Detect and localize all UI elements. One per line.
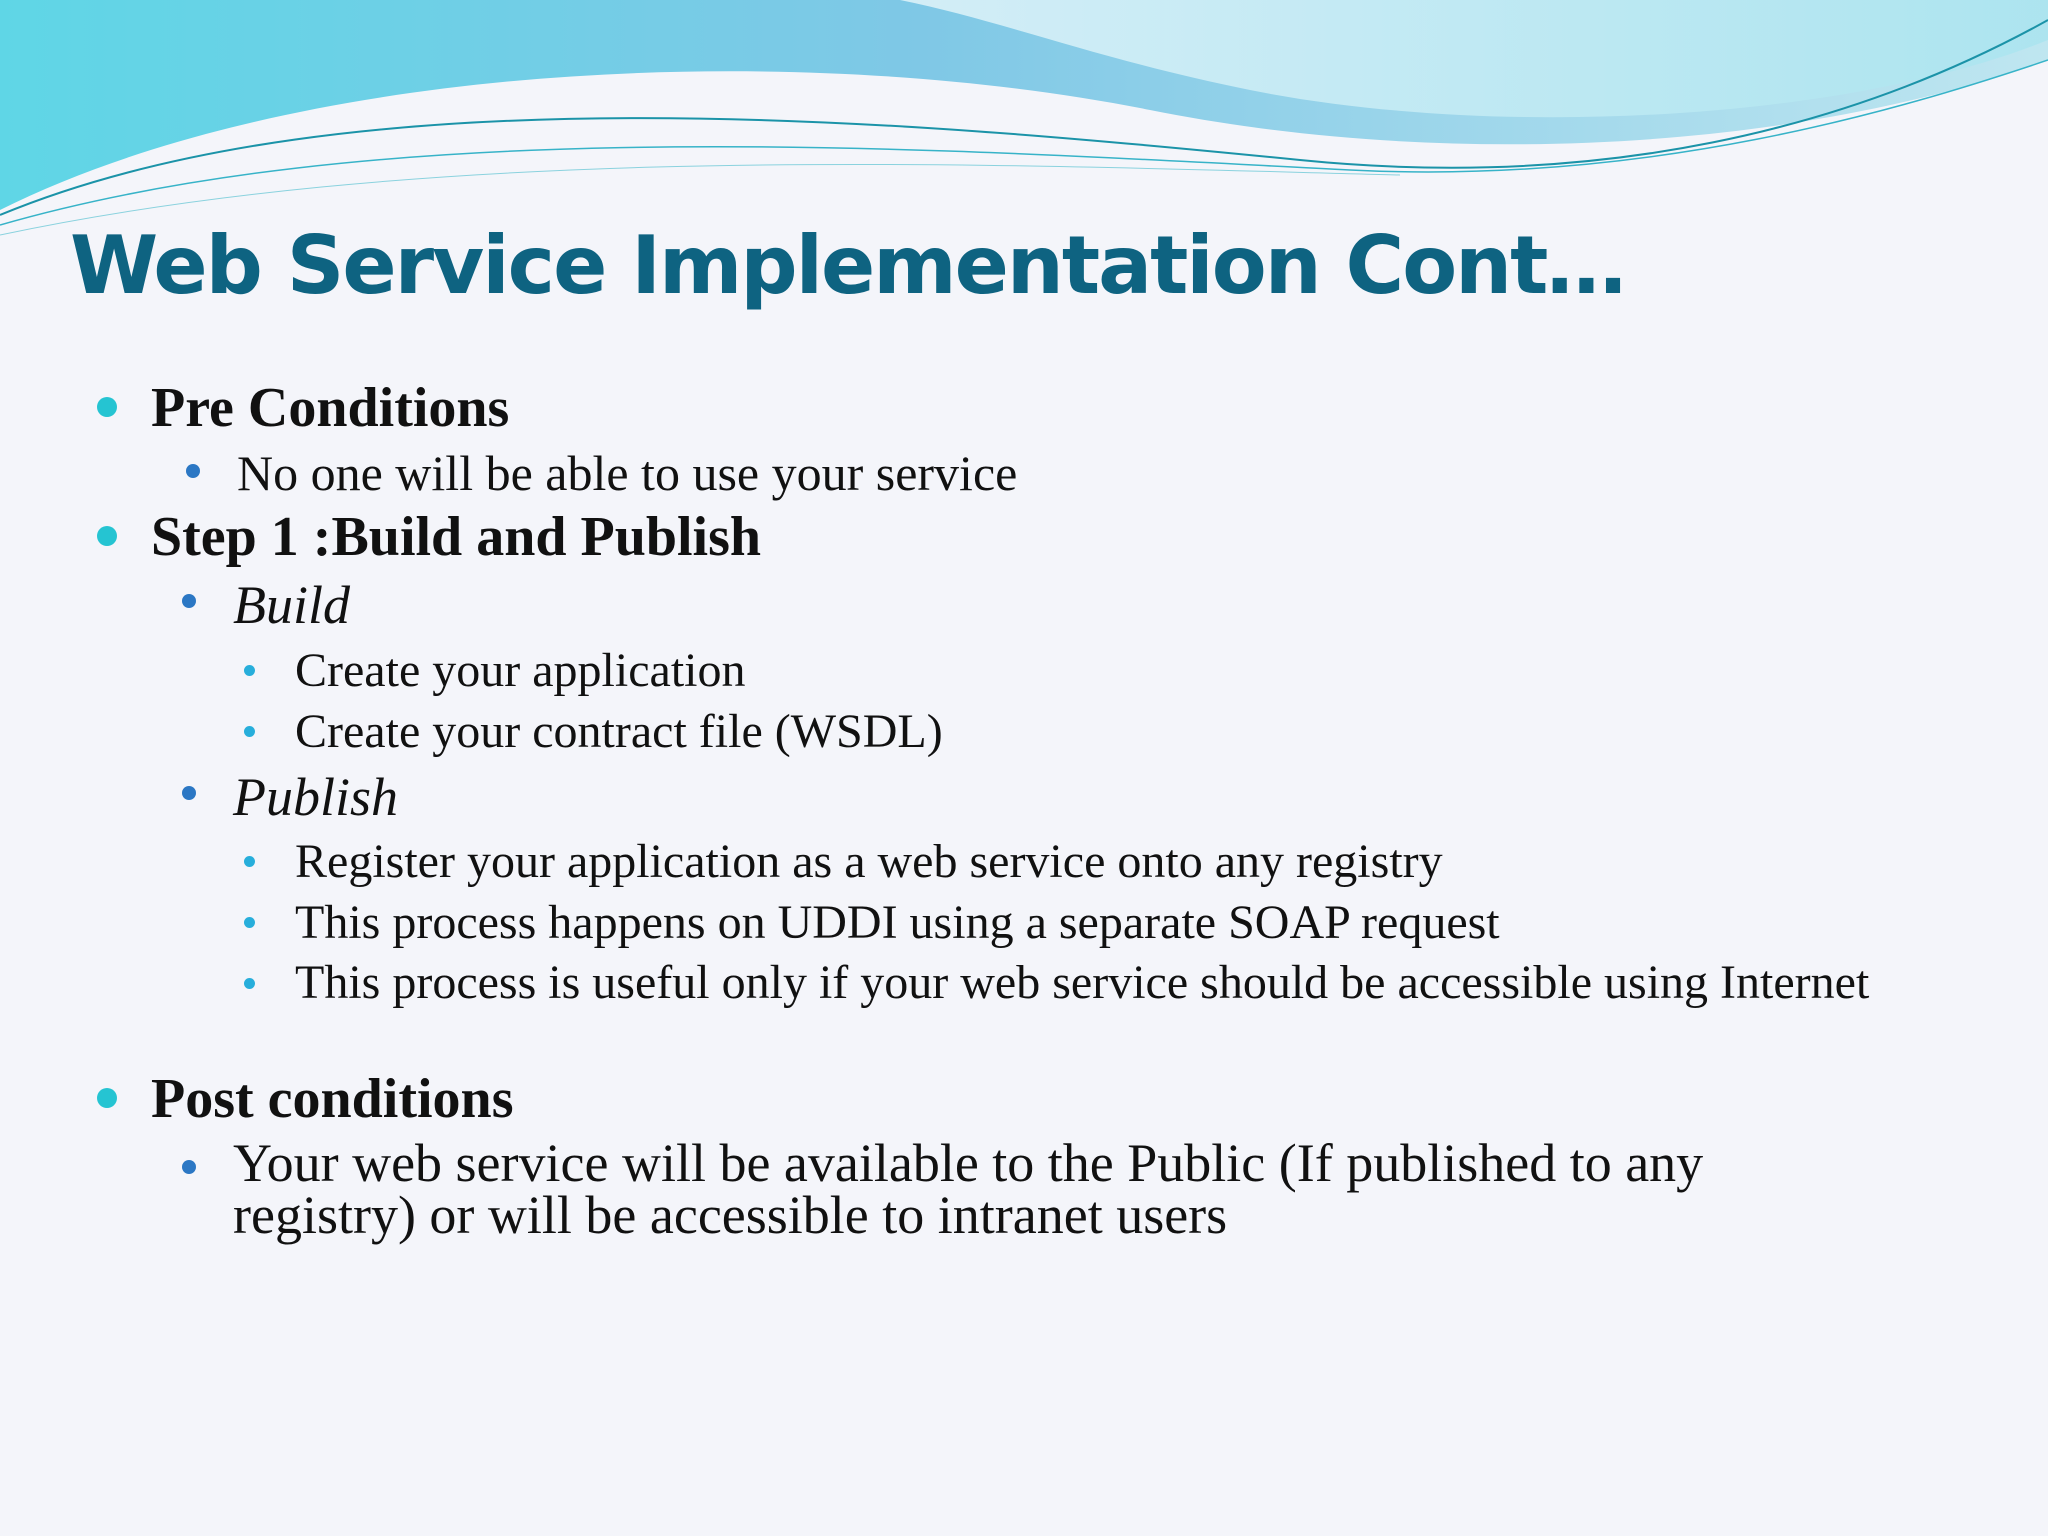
slide-title: Web Service Implementation Cont… xyxy=(70,219,1625,312)
bullet-dot-icon xyxy=(244,665,255,676)
bullet-create-application xyxy=(295,644,746,697)
bullet-dot-icon xyxy=(97,397,117,417)
bullet-text: No one will be able to use your service xyxy=(237,445,1018,501)
bullet-dot-icon xyxy=(182,1160,196,1174)
bullet-process-useful xyxy=(295,956,1915,1009)
bullet-register-application xyxy=(295,835,1443,888)
bullet-dot-icon xyxy=(182,594,196,608)
bullet-text: Build xyxy=(233,575,350,635)
bullet-web-service-available xyxy=(233,1133,1893,1245)
bullet-dot-icon xyxy=(244,726,255,737)
bullet-uddi-process xyxy=(295,896,1500,949)
bullet-post-conditions xyxy=(151,1068,514,1130)
bullet-text: Publish xyxy=(233,767,399,827)
bullet-dot-icon xyxy=(186,464,200,478)
bullet-dot-icon xyxy=(182,786,196,800)
bullet-build xyxy=(233,575,350,635)
bullet-pre-conditions xyxy=(151,377,510,439)
bullet-text: Register your application as a web service onto any registry xyxy=(295,835,1443,888)
bullet-text: Your web service will be available to the Public (If published to any registry) or will be accessible to intranet users xyxy=(233,1133,1704,1245)
bullet-step-1 xyxy=(151,506,762,568)
bullet-text: Post conditions xyxy=(151,1068,514,1130)
bullet-dot-icon xyxy=(244,978,255,989)
bullet-publish xyxy=(233,767,399,827)
bullet-text: Step 1 :Build and Publish xyxy=(151,506,762,568)
bullet-create-contract xyxy=(295,705,943,758)
bullet-text: This process happens on UDDI using a separate SOAP request xyxy=(295,896,1500,949)
bullet-text: Pre Conditions xyxy=(151,377,510,439)
bullet-dot-icon xyxy=(97,526,117,546)
bullet-text: Create your application xyxy=(295,644,746,697)
bullet-dot-icon xyxy=(97,1088,117,1108)
bullet-no-one-can-use xyxy=(237,445,1018,501)
bullet-dot-icon xyxy=(244,917,255,928)
bullet-text: This process is useful only if your web service should be accessible using Internet xyxy=(295,956,1870,1009)
bullet-dot-icon xyxy=(244,856,255,867)
bullet-text: Create your contract file (WSDL) xyxy=(295,705,943,758)
